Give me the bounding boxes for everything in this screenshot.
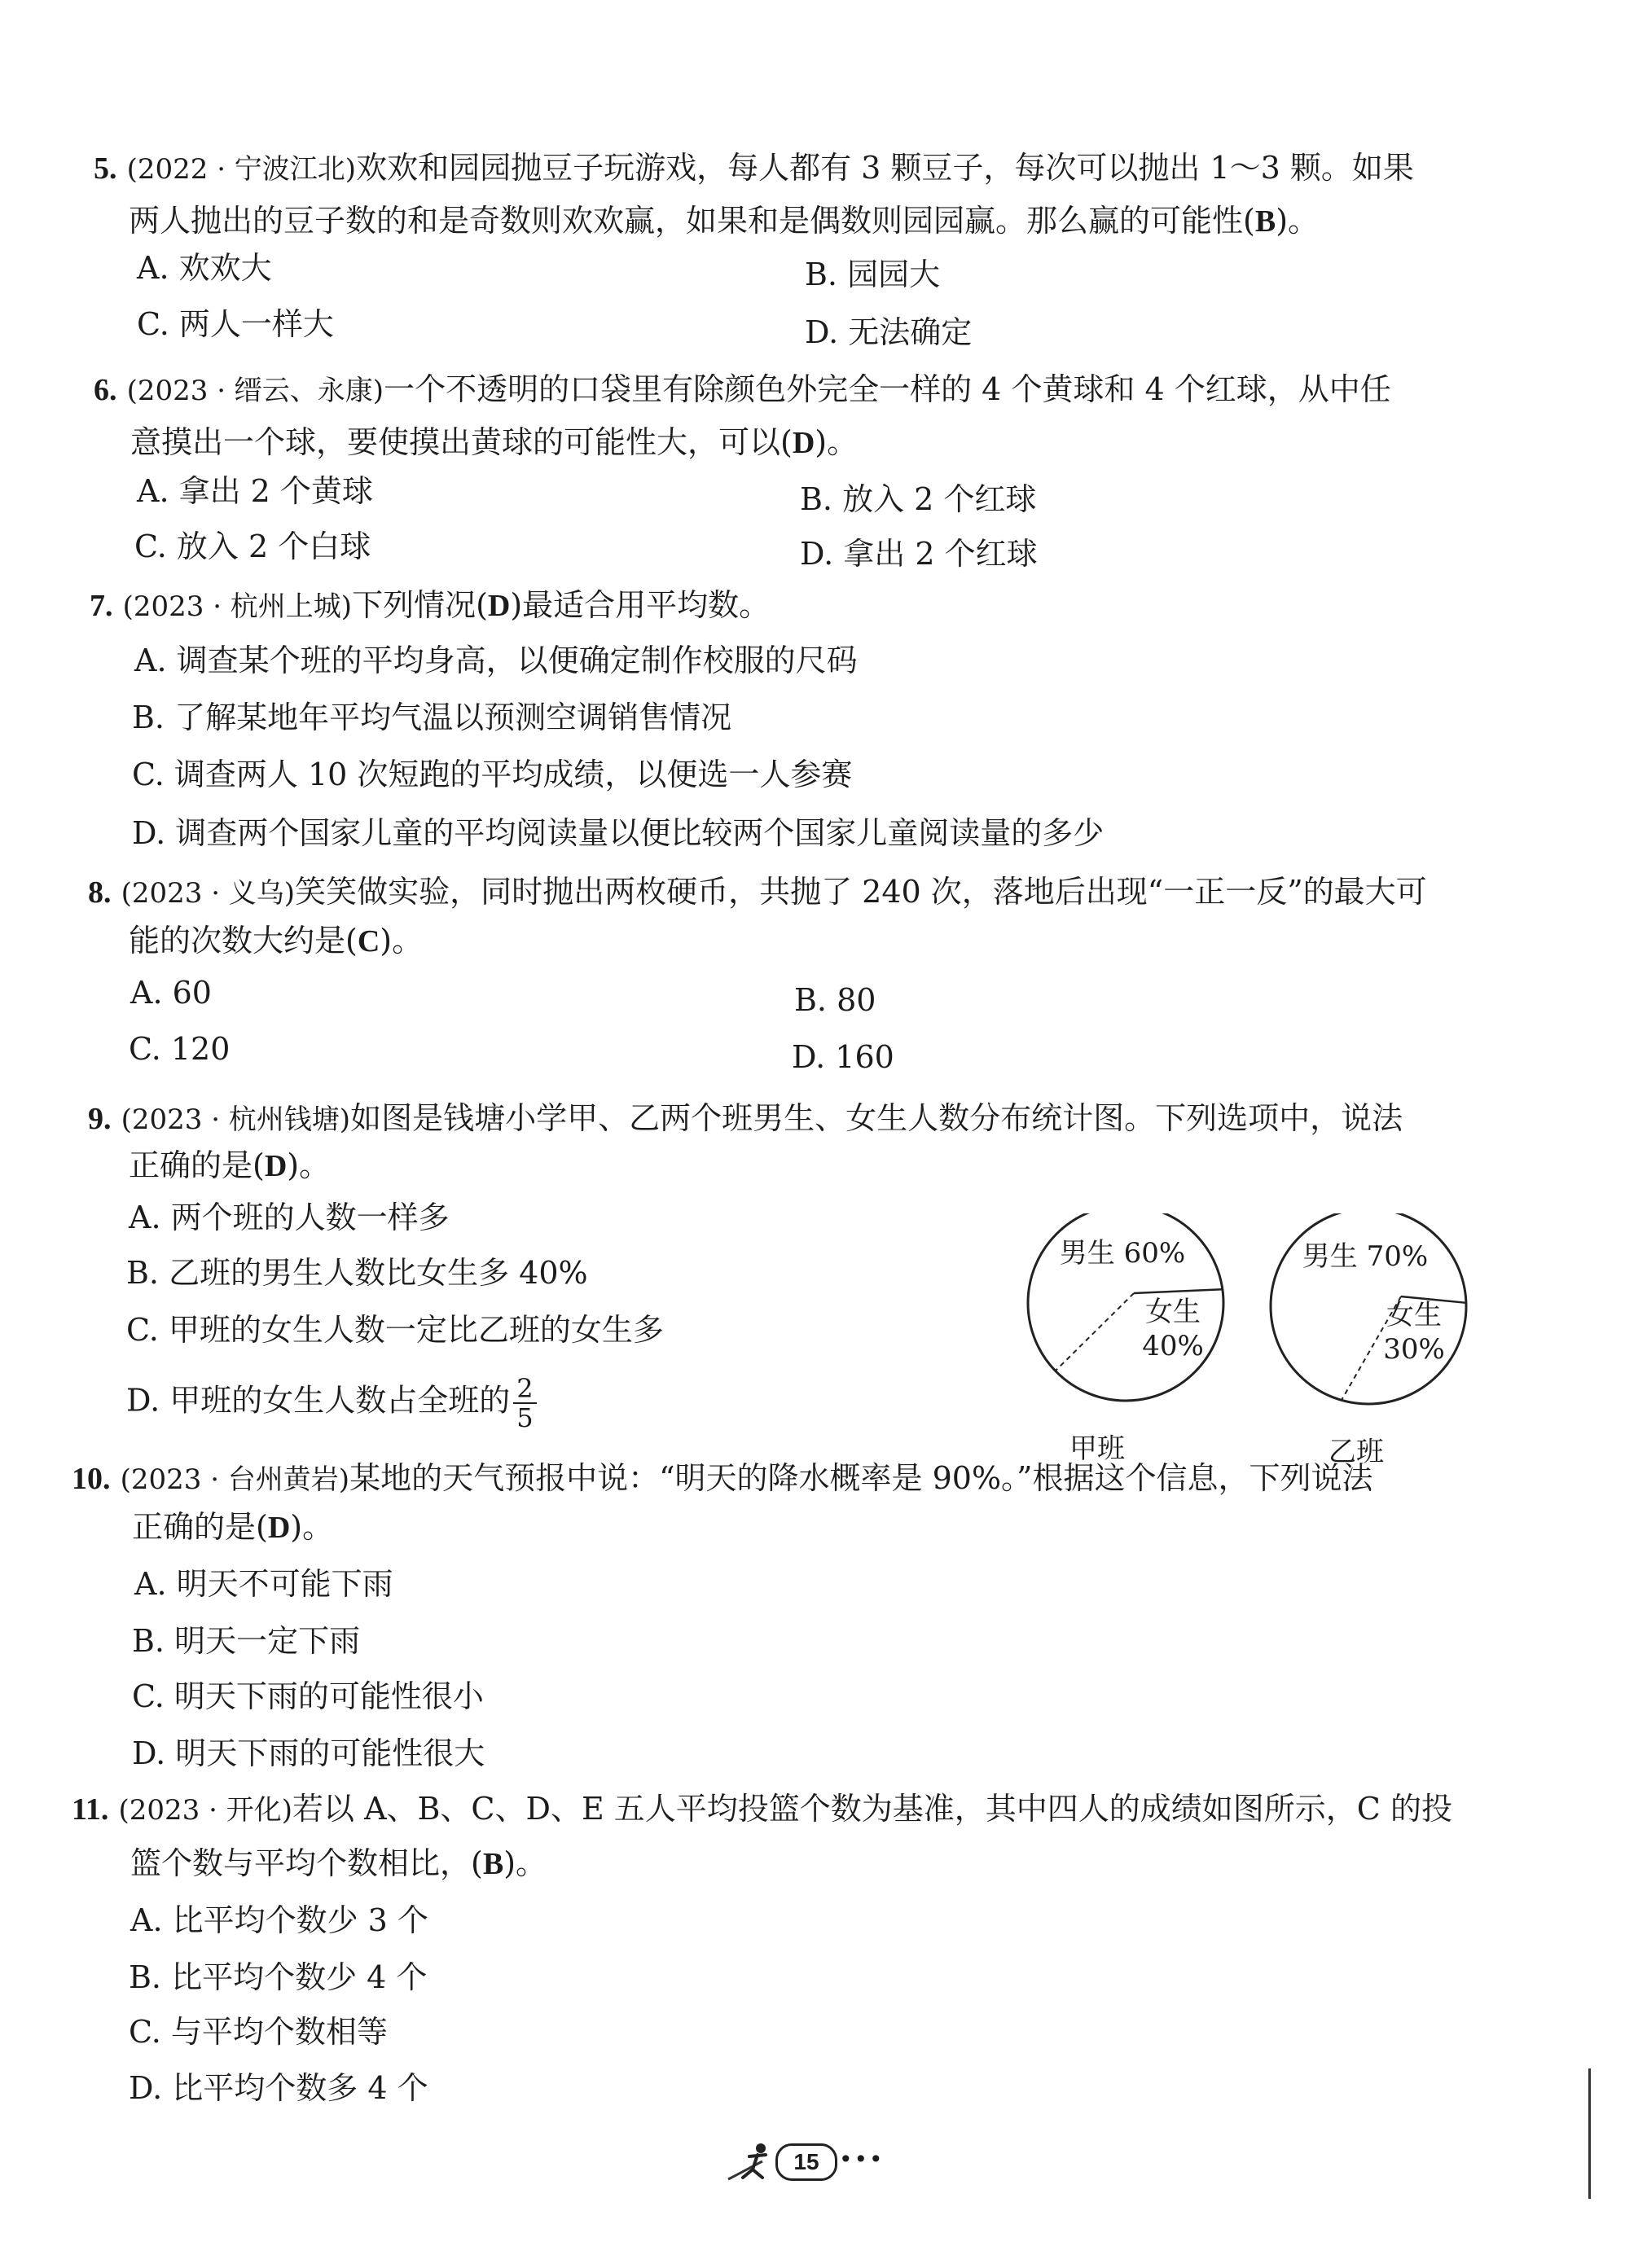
- q10-option-b: B. 明天一定下雨: [132, 1623, 361, 1659]
- pie-jia-divider-solid: [1134, 1289, 1223, 1293]
- pie-yi-male-label: 男生 70%: [1302, 1240, 1429, 1273]
- q8-option-d: D. 160: [792, 1039, 894, 1075]
- q9-text2: 正确的是(: [129, 1147, 265, 1183]
- q6-number: 6.: [94, 373, 117, 407]
- q5-option-b: B. 园园大: [805, 257, 941, 292]
- q5-option-a: A. 欢欢大: [137, 250, 272, 286]
- q8-line1: [88, 873, 1427, 912]
- q11-option-c: C. 与平均个数相等: [129, 2014, 388, 2050]
- q9-text1: 如图是钱塘小学甲、乙两个班男生、女生人数分布统计图。下列选项中，说法: [350, 1100, 1403, 1136]
- pie-jia-divider-dashed: [1056, 1293, 1134, 1371]
- q10-line1: [72, 1459, 1372, 1498]
- q8-option-c: C. 120: [129, 1031, 231, 1067]
- pie-chart-jia: [1028, 1213, 1223, 1465]
- q6-text2: 意摸出一个球，要使摸出黄球的可能性大，可以(: [130, 424, 793, 460]
- pie-yi-female-label: 女生: [1386, 1299, 1442, 1331]
- q8-text2-end: )。: [380, 923, 424, 959]
- q9-option-c: C. 甲班的女生人数一定比乙班的女生多: [126, 1312, 664, 1348]
- q9-option-a: A. 两个班的人数一样多: [129, 1200, 450, 1235]
- page-number: 15: [775, 2143, 837, 2181]
- q7-option-b: B. 了解某地年平均气温以预测空调销售情况: [132, 700, 732, 735]
- q7-option-a: A. 调查某个班的平均身高，以便确定制作校服的尺码: [134, 643, 858, 678]
- q8-option-b: B. 80: [794, 982, 876, 1018]
- q10-text2: 正确的是(: [132, 1509, 268, 1545]
- q11-text2: 篮个数与平均个数相比，(: [130, 1845, 483, 1881]
- q6-option-c: C. 放入 2 个白球: [134, 529, 371, 564]
- pie-jia-male-label: 男生 60%: [1059, 1237, 1186, 1270]
- q9-number: 9.: [88, 1102, 112, 1136]
- q11-source: (2023 · 开化): [118, 1794, 292, 1827]
- q9-option-d: [126, 1375, 537, 1432]
- q6-source: (2023 · 缙云、永康): [126, 375, 384, 407]
- q5-source: (2022 · 宁波江北): [126, 153, 357, 186]
- q9-option-b: B. 乙班的男生人数比女生多 40%: [126, 1255, 588, 1291]
- pie-yi-title: 乙班: [1329, 1436, 1384, 1466]
- q10-number: 10.: [72, 1462, 111, 1496]
- q11-option-d: D. 比平均个数多 4 个: [129, 2070, 428, 2106]
- q9-source: (2023 · 杭州钱塘): [121, 1103, 351, 1136]
- pie-jia-title: 甲班: [1069, 1432, 1125, 1465]
- q11-line2: [130, 1845, 547, 1883]
- q7-number: 7.: [90, 589, 113, 623]
- footer-dots-icon: •••: [839, 2146, 885, 2173]
- q5-text2-end: )。: [1276, 203, 1320, 239]
- q8-text1: 笑笑做实验，同时抛出两枚硬币，共抛了 240 次，落地后出现“一正一反”的最大可: [295, 874, 1427, 910]
- q11-option-a: A. 比平均个数少 3 个: [130, 1902, 428, 1938]
- q10-text1: 某地的天气预报中说：“明天的降水概率是 90%。”根据这个信息，下列说法: [349, 1460, 1373, 1496]
- q7-text1: 下列情况(: [352, 587, 488, 623]
- q6-line2: [130, 423, 858, 462]
- q8-source: (2023 · 义乌): [121, 877, 296, 910]
- page-edge-line: [1588, 2068, 1591, 2199]
- q10-option-c: C. 明天下雨的可能性很小: [132, 1678, 484, 1714]
- q10-option-d: D. 明天下雨的可能性很大: [132, 1735, 485, 1771]
- pie-chart-yi: [1271, 1213, 1466, 1466]
- q5-option-d: D. 无法确定: [805, 314, 973, 350]
- pie-jia-female-label: 女生: [1145, 1296, 1201, 1328]
- q6-option-b: B. 放入 2 个红球: [800, 481, 1037, 517]
- q8-text2: 能的次数大约是(: [129, 923, 358, 959]
- q11-option-b: B. 比平均个数少 4 个: [129, 1959, 428, 1995]
- page-footer: [725, 2137, 937, 2186]
- q5-option-c: C. 两人一样大: [137, 306, 334, 342]
- q7-answer: D: [487, 589, 511, 623]
- q8-number: 8.: [88, 875, 112, 910]
- q7-source: (2023 · 杭州上城): [122, 590, 353, 623]
- q7-option-d: D. 调查两个国家儿童的平均阅读量以便比较两个国家儿童阅读量的多少: [132, 815, 1105, 851]
- q6-answer: D: [792, 426, 815, 460]
- q9-fraction: [513, 1375, 536, 1432]
- pie-jia-female-value: 40%: [1142, 1330, 1204, 1362]
- q5-line2: [129, 202, 1319, 240]
- q5-answer: B: [1254, 204, 1276, 239]
- q7-line1: [90, 586, 770, 625]
- q9-answer: D: [264, 1149, 288, 1183]
- q5-text2: 两人抛出的豆子数的和是奇数则欢欢赢，如果和是偶数则园园赢。那么赢的可能性(: [129, 203, 1255, 239]
- q11-text2-end: )。: [503, 1845, 547, 1881]
- q9-text2-end: )。: [287, 1147, 331, 1183]
- q10-text2-end: )。: [290, 1509, 334, 1545]
- q9-line2: [129, 1147, 330, 1185]
- q5-number: 5.: [94, 151, 117, 186]
- q10-answer: D: [267, 1511, 291, 1545]
- fraction-numerator: 2: [513, 1375, 536, 1404]
- q10-line2: [132, 1508, 333, 1546]
- runner-icon: [725, 2137, 777, 2186]
- q8-option-a: A. 60: [130, 975, 212, 1011]
- q6-text2-end: )。: [815, 424, 859, 460]
- q11-line1: [72, 1790, 1452, 1829]
- q9-option-d-text: D. 甲班的女生人数占全班的: [126, 1382, 511, 1419]
- q6-option-a: A. 拿出 2 个黄球: [137, 473, 373, 509]
- q6-text1: 一个不透明的口袋里有除颜色外完全一样的 4 个黄球和 4 个红球，从中任: [384, 371, 1391, 407]
- q11-answer: B: [482, 1847, 504, 1881]
- q9-line1: [88, 1099, 1403, 1138]
- q11-number: 11.: [72, 1792, 109, 1827]
- q10-option-a: A. 明天不可能下雨: [134, 1566, 393, 1602]
- q6-option-d: D. 拿出 2 个红球: [800, 536, 1038, 572]
- q10-source: (2023 · 台州黄岩): [120, 1463, 350, 1496]
- q11-text1: 若以 A、B、C、D、E 五人平均投篮个数为基准，其中四人的成绩如图所示，C 的投: [292, 1791, 1452, 1827]
- fraction-denominator: 5: [516, 1402, 534, 1433]
- q7-option-c: C. 调查两人 10 次短跑的平均成绩，以便选一人参赛: [132, 757, 853, 792]
- pie-yi-female-value: 30%: [1383, 1333, 1445, 1366]
- pie-charts: [1026, 1213, 1482, 1466]
- q5-line1: [94, 149, 1414, 188]
- q5-text1: 欢欢和园园抛豆子玩游戏，每人都有 3 颗豆子，每次可以抛出 1～3 颗。如果: [356, 150, 1414, 186]
- q8-line2: [129, 922, 423, 960]
- q8-answer: C: [357, 924, 380, 959]
- q7-text1-end: )最适合用平均数。: [510, 587, 771, 623]
- q6-line1: [94, 371, 1391, 410]
